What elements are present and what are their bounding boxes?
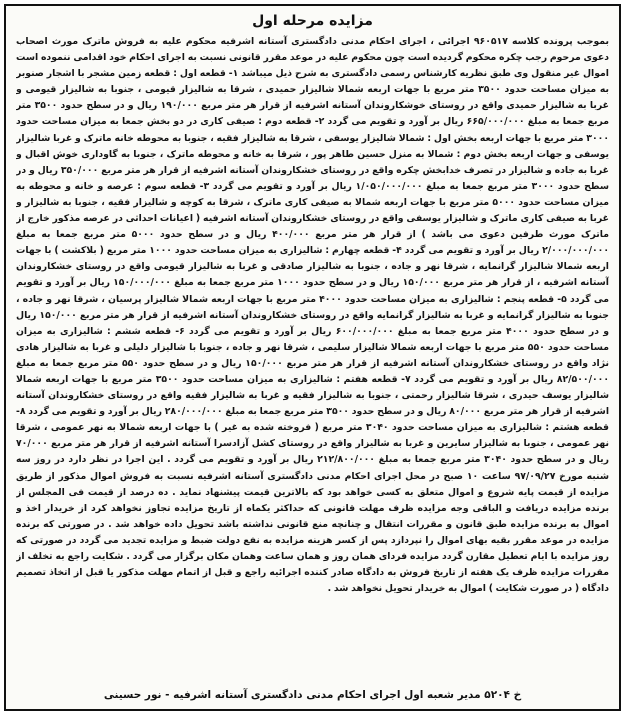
notice-frame — [4, 4, 621, 711]
notice-title: مزایده مرحله اول — [252, 13, 373, 29]
notice-footer — [16, 687, 609, 703]
notice-signature: مدیر شعبه اول اجرای احکام مدنی دادگستری آستانه اشرفیه - نور حسینی — [103, 689, 481, 701]
notice-code: خ ۵۲۰۴ — [484, 689, 522, 701]
notice-body: بموجب پرونده کلاسه ۹۶۰۵۱۷ اجرائی ، اجرای احکام مدنی دادگستری آستانه اشرفیه محکوم علیه به فروش ماترک مورث اصحاب دعوی مرحوم رجب چکره محکوم گردیده است چون محکوم علیه در موعد مقرر قانونی نسبت به اجرای احکام خود اقدامی ننموده است اموال غیر منقول وی طبق نظریه کارشناس رسمی دادگستری به شرح ذیل میباشد ۱- قطعه اول : قطعه زمین مشجر با اشجار صنوبر به میزان مساحت حدود ۳۵۰۰ متر مربع با جهات اربعه شمالا شالیزار حمیدی ، شرقا به شالیزار قیومی ، جنوبا به شالیزار قیومی و غربا به شالیزار حمیدی واقع در روستای خوشکاروندان آستانه اشرفیه از قرار هر متر مربع ۱۹۰/۰۰۰ ریال و در سطح حدود ۳۵۰۰ متر مربع جمعا به مبلغ ۶۶۵/۰۰۰/۰۰۰ ریال بر آورد و تقویم می گردد ۲- قطعه دوم : صیفی کاری در دو بخش جمعا به میزان مساحت حدود ۳۰۰۰ متر مربع با جهات اربعه بخش اول : شمالا شالیزار یوسفی ، شرقا به شالیزار فقیه ، جنوبا به محوطه خانه ماترک و غربا شالیزار یوسفی و جهات اربعه بخش دوم : شمالا به منزل حسین طاهر پور ، شرقا به خانه و محوطه ماترک ، جنوبا به گاوداری خوش اقبال و غربا به جاده و شالیزار در تصرف خدابخش چکره واقع در روستای خشکاروندان آستانه اشرفیه از قرار هر متر مربع ۳۵۰/۰۰۰ ریال و در سطح حدود ۳۰۰۰ متر مربع جمعا به مبلغ ۱/۰۵۰/۰۰۰/۰۰۰ ریال بر آورد و تقویم می گردد ۳- قطعه سوم : عرصه و خانه و محوطه به میزان مساحت حدود ۵۰۰۰ متر مربع با جهات اربعه شمالا به صیفی کاری ماترک ، شرقا به کوچه و شالیزار فقیه ، جنوبا به شالیزار و غربا به صیفی کاری ماترک و شالیزار یوسفی واقع در روستای خشکاروندان آستانه اشرفیه ( اعیانات احداثی در عرصه مذکور خارج از ماترک مورث طرفین دعوی می باشد ) از قرار هر متر مربع ۴۰۰/۰۰۰ ریال و در سطح حدود ۵۰۰۰ متر مربع جمعا به مبلغ ۲/۰۰۰/۰۰۰/۰۰۰ ریال بر آورد و تقویم می گردد ۴- قطعه چهارم : شالیزاری به میزان مساحت حدود ۱۰۰۰ متر مربع ( بلاکشت ) با جهات اربعه شمالا شالیزار گرانمایه ، شرقا نهر و جاده ، جنوبا به شالیزار صادقی و غربا به شالیزار قیومی واقع در روستای خشکاروندان آستانه اشرفیه ، از قرار هر متر مربع ۱۵۰/۰۰۰ ریال و در سطح حدود ۱۰۰۰ متر مربع جمعا به مبلغ ۱۵۰/۰۰۰/۰۰۰ ریال بر آورد و تقویم می گردد ۵- قطعه پنجم : شالیزاری به میزان مساحت حدود ۴۰۰۰ متر مربع با جهات اربعه شمالا شالیزار پرسیان ، شرقا نهر و جاده ، جنوبا به شالیزار گرانمایه و غربا به شالیزار گرانمایه واقع در روستای خشکاروندان آستانه اشرفیه از قرار هر متر مربع ۱۵۰/۰۰۰ ریال و در سطح حدود ۴۰۰۰ متر مربع جمعا به مبلغ ۶۰۰/۰۰۰/۰۰۰ ریال بر آورد و تقویم می گردد ۶- قطعه ششم : شالیزاری به میزان مساحت حدود ۵۵۰ متر مربع با جهات اربعه شمالا شالیزار سلیمی ، شرقا نهر و جاده ، جنوبا با شالیزار دلیلی و غربا به شالیزار هادی نژاد واقع در روستای خشکاروندان آستانه اشرفیه از قرار هر متر مربع ۱۵۰/۰۰۰ ریال و در سطح حدود ۵۵۰ متر مربع جمعا به مبلغ ۸۲/۵۰۰/۰۰۰ ریال بر آورد و تقویم می گردد ۷- قطعه هفتم : شالیزاری به میزان مساحت حدود ۳۵۰۰ متر مربع با جهات اربعه شمالا شالیزار یوسف حیدری ، شرقا شالیزار رحمتی ، جنوبا به شالیزار فقیه و غربا به شالیزار فقیه واقع در روستای خشکاروندان آستانه اشرفیه از قرار هر متر مربع ۸۰/۰۰۰ ریال و در سطح حدود ۳۵۰۰ متر مربع جمعا به مبلغ ۲۸۰/۰۰۰/۰۰۰ ریال بر آورد و تقویم می گردد ۸- قطعه هشتم : شالیزاری به میزان مساحت حدود ۳۰۴۰ متر مربع ( فروخته شده به غیر ) با جهات اربعه شمالا به نهر عمومی ، شرقا نهر عمومی ، جنوبا به شالیزار سایرین و غربا به شالیزار واقع در روستای کشل آزادسرا آستانه اشرفیه از قرار هر متر مربع ۷۰/۰۰۰ ریال و در سطح حدود ۳۰۴۰ متر مربع جمعا به مبلغ ۲۱۲/۸۰۰/۰۰۰ ریال بر آورد و تقویم می گردد . این اجرا در نظر دارد در روز سه شنبه مورخ ۹۷/۰۹/۲۷ ساعت ۱۰ صبح در محل اجرای احکام مدنی دادگستری آستانه اشرفیه نسبت به فروش اموال مذکور از طریق مزایده از قیمت پایه شروع و اموال متعلق به کسی خواهد بود که بالاترین قیمت پیشنهاد نماید . ده درصد از قیمت فی المجلس از برنده مزایده دریافت و الباقی وجه مزایده ظرف مهلت قانونی که حداکثر یکماه از تاریخ مزایده تجاوز نخواهد کرد از خریدار اخذ و اموال به برنده مزایده طبق قانون و مقررات انتقال و چنانچه منع قانونی نداشته باشد تحویل داده خواهد شد . در صورتی که برنده مزایده در موعد مقرر بقیه بهای اموال را نپردازد پس از کسر هزینه مزایده به نفع دولت ضبط و مزایده تجدید می گردد در صورتی که روز مزایده با ایام تعطیل مقارن گردد مزایده فردای همان روز و همان ساعت وهمان مکان برگزار می گردد . شکایت راجع به تخلف از مقررات مزایده ظرف یک هفته از تاریخ فروش به دادگاه صادر کننده اجرائیه راجع و قبل از اتمام مهلت مذکور یا قبل از اتخاذ تصمیم دادگاه ( در صورت شکایت ) اموال به خریدار تحویل نخواهد شد . — [16, 36, 609, 595]
